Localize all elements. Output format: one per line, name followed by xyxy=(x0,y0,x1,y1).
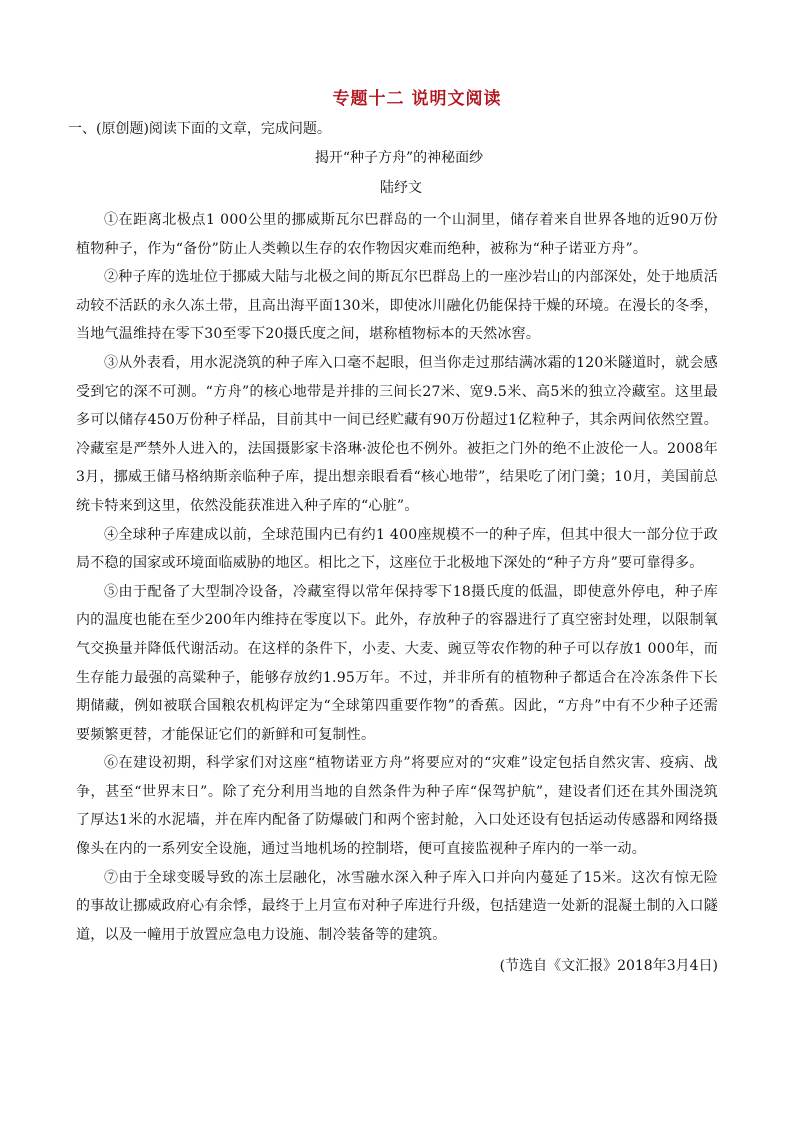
paragraph-7: ⑦由于全球变暖导致的冻土层融化，冰雪融水深入种子库入口并向内蔓延了15米。这次有惊无险的事故让挪威政府心有余悸，最终于上月宣布对种子库进行升级，包括建造一处新的混凝土制的入口隧道，以及一幢用于放置应急电力设施、制冷装备等的建筑。 xyxy=(76,869,718,943)
article-author: 陆纾文 xyxy=(380,180,422,196)
paragraph-1: ①在距离北极点1 000公里的挪威斯瓦尔巴群岛的一个山洞里，储存着来自世界各地的近90万份植物种子，作为“备份”防止人类赖以生存的农作物因灾难而绝种，被称为“种子诺亚方舟”。 xyxy=(76,212,718,257)
paragraph-5: ⑤由于配备了大型制冷设备，冷藏室得以常年保持零下18摄氏度的低温，即使意外停电，种子库内的温度也能在至少200年内维持在零度以下。此外，存放种子的容器进行了真空密封处理，以限制氧气交换量并降低代谢活动。在这样的条件下，小麦、大麦、豌豆等农作物的种子可以存放1 000年，而生存能力最强的高粱种子，能够存放约1.95万年。不过，并非所有的植物种子都适合在冷冻条件下长期储藏，例如被联合国粮农机构评定为“全球第四重要作物”的香蕉。因此，“方舟”中有不少种子还需要频繁更替，才能保证它们的新鲜和可复制性。 xyxy=(76,583,718,743)
document-page xyxy=(68,86,718,979)
article-body xyxy=(76,206,718,949)
document-title: 专题十二 说明文阅读 xyxy=(332,89,502,109)
article-title: 揭开“种子方舟”的神秘面纱 xyxy=(314,150,484,166)
paragraph-2: ②种子库的选址位于挪威大陆与北极之间的斯瓦尔巴群岛上的一座沙岩山的内部深处，处于地质活动较不活跃的永久冻土带，且高出海平面130米，即使冰川融化仍能保持干燥的环境。在漫长的冬季，当地气温维持在零下30至零下20摄氏度之间，堪称植物标本的天然冰窖。 xyxy=(76,269,718,343)
paragraph-3: ③从外表看，用水泥浇筑的种子库入口毫不起眼，但当你走过那结满冰霜的120米隧道时，就会感受到它的深不可测。“方舟”的核心地带是并排的三间长27米、宽9.5米、高5米的独立冷藏室。这里最多可以储存450万份种子样品，目前其中一间已经贮藏有90万份超过1亿粒种子，其余两间依然空置。冷藏室是严禁外人进入的，法国摄影家卡洛琳·波伦也不例外。被拒之门外的绝不止波伦一人。2008年3月，挪威王储马格纳斯亲临种子库，提出想亲眼看看“核心地带”，结果吃了闭门羹；10月，美国前总统卡特来到这里，依然没能获准进入种子库的“心脏”。 xyxy=(76,354,718,514)
paragraph-6: ⑥在建设初期，科学家们对这座“植物诺亚方舟”将要应对的“灾难”设定包括自然灾害、疫病、战争，甚至“世界末日”。除了充分利用当地的自然条件为种子库“保驾护航”，建设者们还在其外围浇筑了厚达1米的水泥墙，并在库内配备了防爆破门和两个密封舱，入口处还设有包括运动传感器和网络摄像头在内的一系列安全设施，通过当地机场的控制塔，便可直接监视种子库内的一举一动。 xyxy=(76,755,718,858)
source-citation: (节选自《文汇报》2018年3月4日) xyxy=(499,958,718,975)
paragraph-4: ④全球种子库建成以前，全球范围内已有约1 400座规模不一的种子库，但其中很大一部分位于政局不稳的国家或环境面临威胁的地区。相比之下，这座位于北极地下深处的“种子方舟”要可靠得多。 xyxy=(76,526,718,572)
question-prompt: 一、(原创题)阅读下面的文章，完成问题。 xyxy=(68,121,331,137)
